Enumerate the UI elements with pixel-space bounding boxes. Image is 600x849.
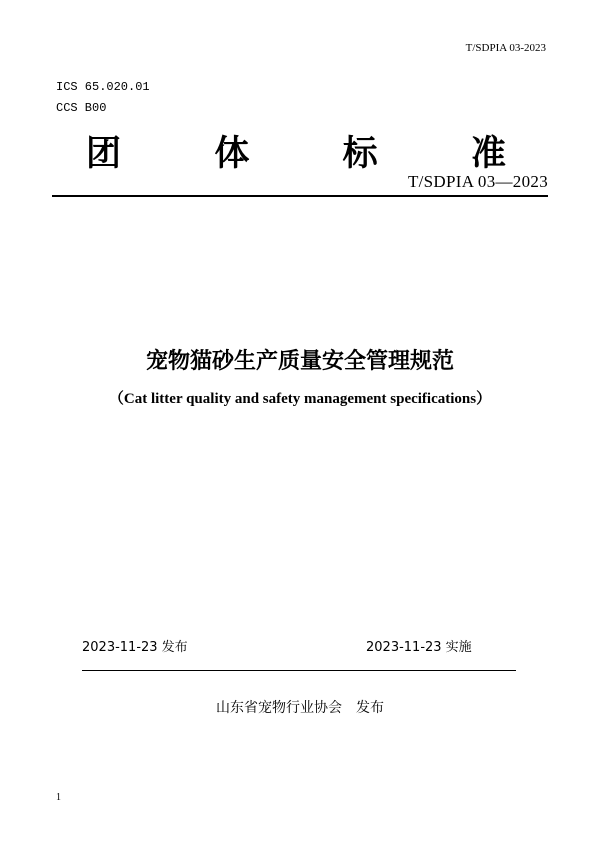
document-subtitle: （Cat litter quality and safety management specifications） [108, 391, 492, 407]
page-number: 1 [56, 792, 61, 803]
header-divider [52, 195, 548, 197]
implementation-date: 2023-11-23 实施 [366, 640, 472, 655]
standard-type-title [86, 126, 506, 176]
publish-date: 2023-11-23 发布 [82, 640, 188, 655]
standard-type-char: 团 [86, 134, 122, 174]
footer-divider [82, 670, 516, 671]
standard-type-char: 标 [342, 134, 378, 174]
standard-type-char: 准 [470, 134, 506, 174]
document-title: 宠物猫砂生产质量安全管理规范 [145, 349, 454, 374]
publisher: 山东省宠物行业协会 发布 [216, 700, 384, 716]
ccs-code: CCS B00 [56, 101, 107, 115]
standard-type-char: 体 [214, 134, 250, 174]
header-standard-code: T/SDPIA 03-2023 [465, 42, 546, 54]
ics-code: ICS 65.020.01 [56, 80, 150, 94]
standard-number: T/SDPIA 03—2023 [407, 172, 548, 191]
